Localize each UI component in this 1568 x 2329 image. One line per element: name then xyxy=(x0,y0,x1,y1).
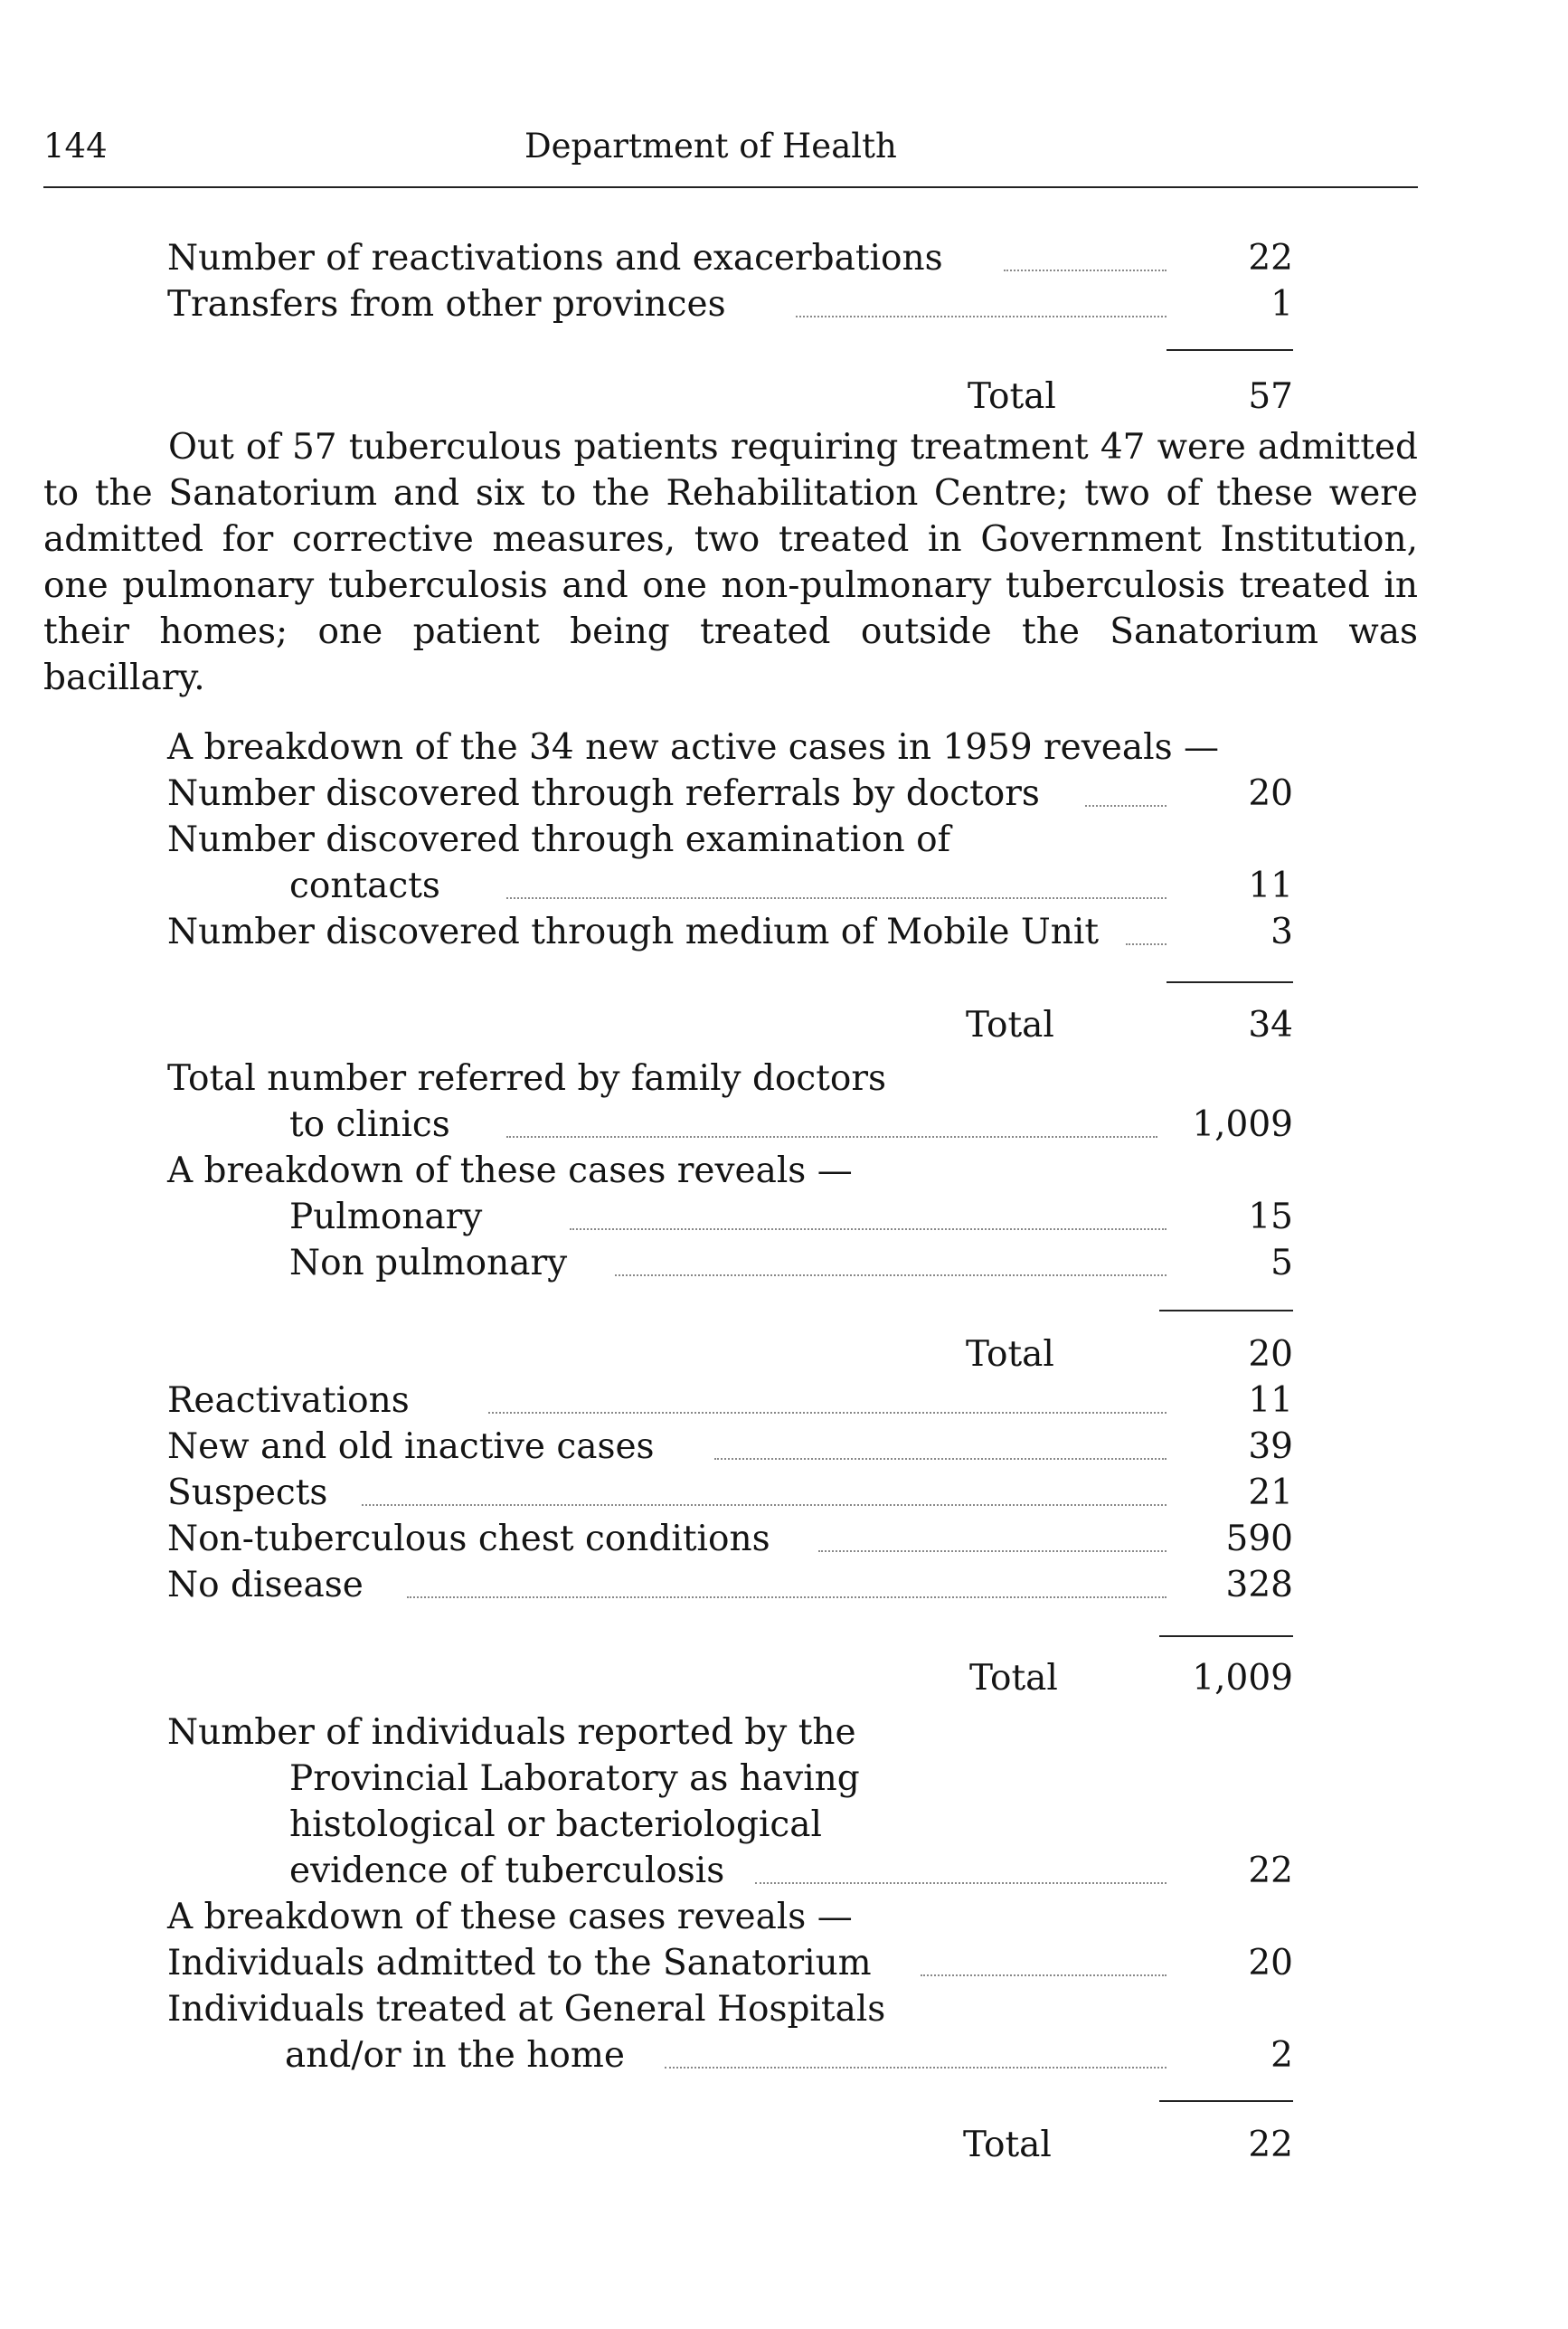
row-label: Pulmonary xyxy=(289,1197,483,1237)
body-paragraph xyxy=(43,424,1418,701)
row-label: Non-tuberculous chest conditions xyxy=(167,1519,770,1559)
row-value: 590 xyxy=(1225,1519,1293,1559)
row-label: to clinics xyxy=(289,1104,450,1145)
row-label: Number discovered through examination of xyxy=(167,819,950,860)
row-value: 1 xyxy=(1270,284,1293,325)
dot-leader xyxy=(755,1879,1167,1884)
row-label: Number of reactivations and exacerbations xyxy=(167,238,943,279)
dot-leader xyxy=(714,1454,1167,1460)
dot-leader xyxy=(615,1271,1167,1276)
dot-leader xyxy=(407,1593,1167,1598)
row-value: 15 xyxy=(1248,1197,1293,1237)
intro-text: A breakdown of these cases reveals — xyxy=(167,1897,853,1937)
row-label: histological or bacteriological xyxy=(289,1804,822,1845)
row-label: Number discovered through medium of Mobile Unit xyxy=(167,912,1100,952)
row-label: contacts xyxy=(289,866,440,906)
row-label: Individuals treated at General Hospitals xyxy=(167,1989,886,2030)
total-label: Total xyxy=(966,1334,1054,1375)
row-value: 2 xyxy=(1270,2035,1293,2076)
row-value: 22 xyxy=(1248,238,1293,279)
page-header: Department of Health xyxy=(524,127,897,166)
dot-leader xyxy=(1004,266,1167,271)
row-value: 5 xyxy=(1270,1243,1293,1283)
row-value: 20 xyxy=(1248,1943,1293,1983)
sum-rule xyxy=(1167,349,1293,351)
total-value: 1,009 xyxy=(1192,1658,1293,1699)
row-label: Provincial Laboratory as having xyxy=(289,1758,860,1799)
total-label: Total xyxy=(963,2125,1052,2165)
row-value: 22 xyxy=(1248,1851,1293,1891)
total-label: Total xyxy=(969,1658,1058,1699)
dot-leader xyxy=(506,1132,1157,1138)
dot-leader xyxy=(488,1408,1167,1414)
row-value: 39 xyxy=(1248,1426,1293,1467)
row-value: 328 xyxy=(1225,1565,1293,1605)
row-label: No disease xyxy=(167,1565,364,1605)
dot-leader xyxy=(1085,801,1167,807)
total-value: 57 xyxy=(1248,376,1293,417)
intro-text: A breakdown of these cases reveals — xyxy=(167,1150,853,1191)
total-value: 20 xyxy=(1248,1334,1293,1375)
row-value: 1,009 xyxy=(1192,1104,1293,1145)
total-value: 22 xyxy=(1248,2125,1293,2165)
total-label: Total xyxy=(968,376,1056,417)
sum-rule xyxy=(1159,1310,1293,1311)
dot-leader xyxy=(362,1501,1167,1506)
row-label: New and old inactive cases xyxy=(167,1426,655,1467)
row-value: 11 xyxy=(1248,866,1293,906)
dot-leader xyxy=(665,2063,1167,2069)
header-rule xyxy=(43,186,1418,188)
row-value: 20 xyxy=(1248,773,1293,814)
sum-rule xyxy=(1159,2100,1293,2102)
row-label: and/or in the home xyxy=(285,2035,625,2076)
dot-leader xyxy=(921,1971,1167,1976)
intro-text: A breakdown of the 34 new active cases in 1959 reveals — xyxy=(167,727,1220,768)
row-label: Number of individuals reported by the xyxy=(167,1712,856,1753)
sum-rule xyxy=(1159,1635,1293,1637)
dot-leader xyxy=(570,1225,1167,1230)
dot-leader xyxy=(506,894,1167,899)
dot-leader xyxy=(796,312,1167,317)
row-label: Non pulmonary xyxy=(289,1243,568,1283)
row-label: Total number referred by family doctors xyxy=(167,1058,887,1099)
row-label: Individuals admitted to the Sanatorium xyxy=(167,1943,872,1983)
page-number: 144 xyxy=(43,127,108,166)
row-label: Reactivations xyxy=(167,1380,410,1421)
dot-leader xyxy=(1126,940,1167,945)
row-value: 21 xyxy=(1248,1472,1293,1513)
paragraph-text: Out of 57 tuberculous patients requiring treatment 47 were admitted to the Sanatorium and six to the Rehabilitation Centre; two of these were admitted for corrective measures, two treated in Government Institution, one pulmonary tuberculosis and one non-pulmonary tuberculosis treated in their homes; one patient being treated outside the Sanatorium was bacillary. xyxy=(43,427,1418,698)
row-value: 3 xyxy=(1270,912,1293,952)
sum-rule xyxy=(1167,981,1293,983)
row-label: Suspects xyxy=(167,1472,328,1513)
dot-leader xyxy=(818,1547,1167,1552)
row-label: evidence of tuberculosis xyxy=(289,1851,725,1891)
total-label: Total xyxy=(966,1005,1054,1046)
total-value: 34 xyxy=(1248,1005,1293,1046)
row-value: 11 xyxy=(1248,1380,1293,1421)
row-label: Number discovered through referrals by doctors xyxy=(167,773,1040,814)
row-label: Transfers from other provinces xyxy=(167,284,726,325)
